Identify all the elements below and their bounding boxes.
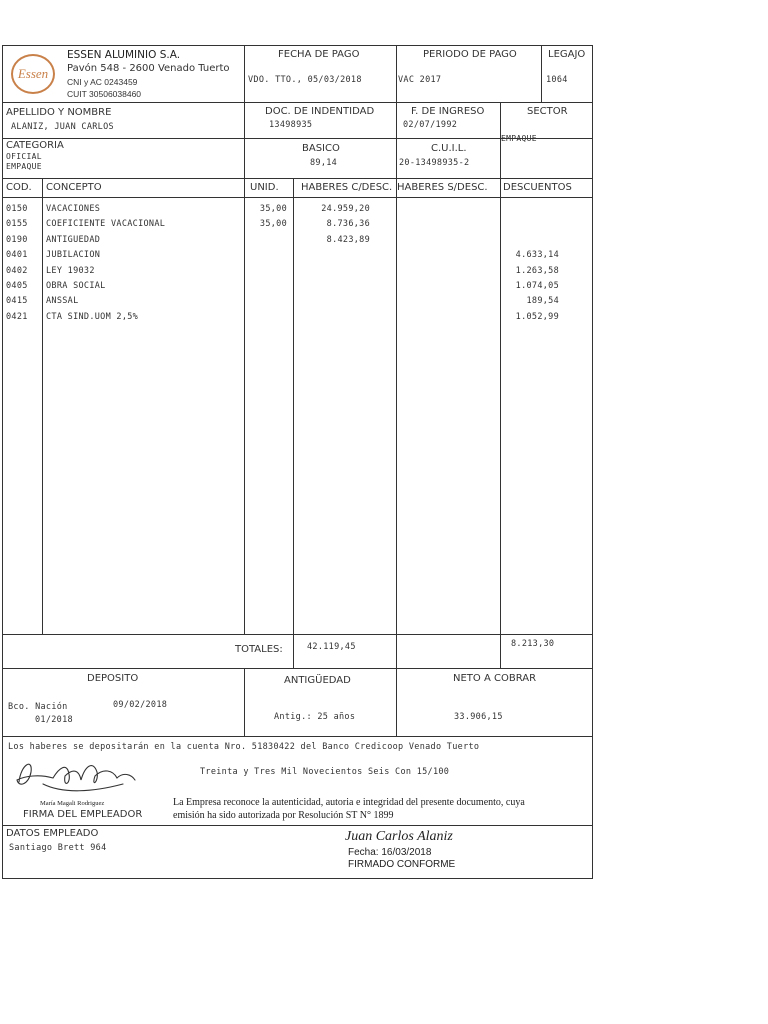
col-header-unid: UNID. bbox=[250, 182, 279, 193]
row-haberes-c: 24.959,20 bbox=[321, 204, 370, 214]
row-cod: 0415 bbox=[6, 296, 28, 307]
firma-empleador-label: FIRMA DEL EMPLEADOR bbox=[23, 809, 143, 820]
legal-text-line2: emisión ha sido autorizada por Resolución ST N° 1899 bbox=[173, 810, 394, 821]
row-concepto: JUBILACION bbox=[46, 250, 101, 261]
basico-value: 89,14 bbox=[310, 158, 338, 168]
row-concepto: CTA SIND.UOM 2,5% bbox=[46, 311, 139, 322]
row-unid: 35,00 bbox=[259, 219, 287, 230]
divider bbox=[396, 46, 397, 102]
neto-value: 33.906,15 bbox=[454, 712, 503, 722]
row-concepto: LEY 19032 bbox=[46, 265, 95, 276]
employer-signature bbox=[13, 754, 143, 800]
divider bbox=[396, 634, 397, 668]
divider bbox=[244, 46, 245, 102]
antiguedad-value: Antig.: 25 años bbox=[274, 712, 356, 722]
deposit-note: Los haberes se depositarán en la cuenta Nro. 51830422 del Banco Credicoop Venado Tuerto bbox=[8, 742, 480, 752]
divider bbox=[3, 178, 592, 179]
categoria-label: CATEGORIA bbox=[6, 140, 64, 151]
table-row bbox=[3, 281, 592, 295]
divider bbox=[3, 634, 592, 635]
row-concepto: ANTIGUEDAD bbox=[46, 234, 101, 245]
row-cod: 0190 bbox=[6, 234, 28, 245]
logo-text: Essen bbox=[17, 66, 49, 81]
divider bbox=[3, 102, 592, 103]
row-haberes-c: 8.736,36 bbox=[326, 219, 370, 230]
datos-empleado-label: DATOS EMPLEADO bbox=[6, 828, 99, 839]
cuil-value: 20-13498935-2 bbox=[399, 158, 470, 168]
employee-signature: Juan Carlos Alaniz bbox=[345, 829, 453, 844]
row-cod: 0150 bbox=[6, 204, 28, 214]
nombre-label: APELLIDO Y NOMBRE bbox=[6, 107, 112, 118]
table-row bbox=[3, 266, 592, 280]
categoria-sector: EMPAQUE bbox=[6, 162, 42, 171]
payslip bbox=[2, 45, 593, 879]
legajo-value: 1064 bbox=[546, 75, 568, 85]
divider bbox=[244, 668, 245, 736]
deposito-periodo: 01/2018 bbox=[35, 715, 73, 725]
company-logo bbox=[11, 54, 55, 94]
fecha-pago-label: FECHA DE PAGO bbox=[278, 49, 360, 60]
col-header-descuentos: DESCUENTOS bbox=[503, 182, 572, 193]
deposito-label: DEPOSITO bbox=[87, 673, 139, 684]
sector-label: SECTOR bbox=[527, 106, 568, 117]
row-descuento: 189,54 bbox=[526, 296, 559, 307]
row-haberes-c: 8.423,89 bbox=[326, 234, 370, 245]
firmado-conforme: FIRMADO CONFORME bbox=[348, 859, 456, 870]
divider bbox=[244, 102, 245, 138]
doc-label: DOC. DE INDENTIDAD bbox=[265, 106, 375, 117]
company-name: ESSEN ALUMINIO S.A. bbox=[67, 49, 181, 61]
divider bbox=[244, 138, 245, 178]
legajo-label: LEGAJO bbox=[548, 49, 586, 60]
deposito-banco: Bco. Nación bbox=[8, 702, 68, 712]
nombre-value: ALANIZ, JUAN CARLOS bbox=[11, 122, 114, 132]
divider bbox=[3, 825, 592, 826]
table-row bbox=[3, 204, 592, 218]
row-cod: 0405 bbox=[6, 281, 28, 291]
divider bbox=[500, 634, 501, 668]
periodo-value: VAC 2017 bbox=[398, 75, 442, 85]
fecha-pago-value: VDO. TTO., 05/03/2018 bbox=[248, 75, 362, 85]
divider bbox=[3, 197, 592, 198]
company-cuit: CUIT 30506038460 bbox=[67, 89, 142, 99]
doc-value: 13498935 bbox=[269, 120, 313, 130]
antiguedad-label: ANTIGÜEDAD bbox=[284, 675, 351, 686]
divider bbox=[396, 102, 397, 138]
divider bbox=[3, 736, 592, 737]
table-row bbox=[3, 296, 592, 310]
signer-name: María Magali Rodriguez bbox=[40, 800, 105, 807]
periodo-label: PERIODO DE PAGO bbox=[423, 49, 517, 60]
ingreso-value: 02/07/1992 bbox=[403, 120, 458, 130]
divider bbox=[500, 138, 501, 178]
row-unid: 35,00 bbox=[259, 204, 287, 214]
divider bbox=[396, 138, 397, 178]
row-cod: 0402 bbox=[6, 265, 28, 276]
row-cod: 0421 bbox=[6, 311, 28, 322]
row-concepto: ANSSAL bbox=[46, 296, 79, 307]
row-concepto: VACACIONES bbox=[46, 204, 101, 214]
deposito-fecha: 09/02/2018 bbox=[113, 700, 168, 710]
basico-label: BASICO bbox=[302, 143, 340, 154]
divider bbox=[500, 102, 501, 138]
col-header-cod: COD. bbox=[6, 182, 32, 193]
totales-descuentos: 8.213,30 bbox=[511, 639, 555, 649]
divider bbox=[293, 634, 294, 668]
sector-value: EMPAQUE bbox=[501, 134, 537, 143]
row-descuento: 1.052,99 bbox=[515, 311, 559, 322]
fecha-firma: Fecha: 16/03/2018 bbox=[348, 847, 432, 858]
row-descuento: 1.263,58 bbox=[515, 265, 559, 276]
divider bbox=[541, 46, 542, 102]
company-cni: CNI y AC 0243459 bbox=[67, 77, 138, 87]
row-concepto: OBRA SOCIAL bbox=[46, 281, 106, 291]
row-cod: 0155 bbox=[6, 219, 28, 230]
totales-label: TOTALES: bbox=[235, 644, 283, 655]
col-header-concepto: CONCEPTO bbox=[46, 182, 102, 193]
totales-haberes: 42.119,45 bbox=[307, 642, 356, 652]
company-address: Pavón 548 - 2600 Venado Tuerto bbox=[67, 63, 230, 74]
divider bbox=[3, 668, 592, 669]
col-header-haberes-s: HABERES S/DESC. bbox=[397, 182, 488, 193]
amount-in-words: Treinta y Tres Mil Novecientos Seis Con 15/100 bbox=[200, 767, 450, 777]
neto-label: NETO A COBRAR bbox=[453, 673, 537, 684]
row-concepto: COEFICIENTE VACACIONAL bbox=[46, 219, 166, 230]
datos-empleado-value: Santiago Brett 964 bbox=[9, 843, 107, 853]
legal-text-line1: La Empresa reconoce la autenticidad, autoria e integridad del presente documento, cuya bbox=[173, 797, 525, 808]
cuil-label: C.U.I.L. bbox=[431, 143, 467, 154]
row-cod: 0401 bbox=[6, 250, 28, 261]
row-descuento: 1.074,05 bbox=[515, 281, 559, 291]
categoria-value: OFICIAL bbox=[6, 152, 42, 161]
table-row bbox=[3, 235, 592, 249]
table-row bbox=[3, 219, 592, 233]
col-header-haberes-c: HABERES C/DESC. bbox=[301, 182, 393, 193]
row-descuento: 4.633,14 bbox=[515, 250, 559, 261]
ingreso-label: F. DE INGRESO bbox=[411, 106, 485, 117]
table-row bbox=[3, 250, 592, 264]
table-row bbox=[3, 312, 592, 326]
divider bbox=[396, 668, 397, 736]
